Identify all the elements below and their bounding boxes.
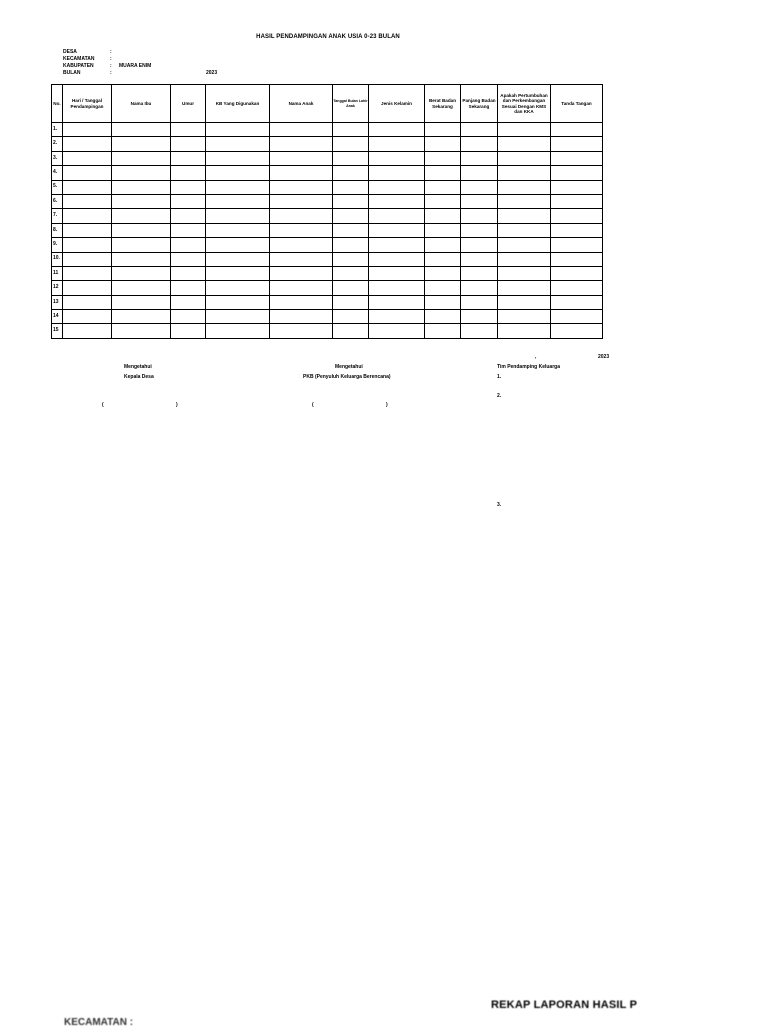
header-no: No. xyxy=(52,85,63,123)
cell-umur xyxy=(171,223,206,237)
row-number: 10. xyxy=(52,252,63,266)
cell-umur xyxy=(171,180,206,194)
cell-umur xyxy=(171,151,206,165)
cell-nama-ibu xyxy=(112,180,171,194)
cell-nama-ibu xyxy=(112,166,171,180)
table-row xyxy=(52,194,603,208)
cell-tanda-tangan xyxy=(551,238,603,252)
cell-nama-anak xyxy=(270,194,333,208)
row-number: 9. xyxy=(52,238,63,252)
table-row xyxy=(52,209,603,223)
cell-nama-ibu xyxy=(112,137,171,151)
cell-kb xyxy=(206,223,270,237)
cell-tanda-tangan xyxy=(551,223,603,237)
tim-pendamping-title: Tim Pendamping Keluarga xyxy=(497,364,560,370)
cell-nama-ibu xyxy=(112,151,171,165)
kecamatan-label: KECAMATAN xyxy=(63,56,95,62)
cell-berat-badan xyxy=(425,123,461,137)
cell-berat-badan xyxy=(425,209,461,223)
cell-berat-badan xyxy=(425,266,461,280)
header-berat-badan: Berat Badan Sekarang xyxy=(425,85,461,123)
cell-tanda-tangan xyxy=(551,324,603,338)
header-panjang-badan: Panjang Badan Sekarang xyxy=(461,85,498,123)
desa-colon: : xyxy=(110,49,112,55)
cell-tanda-tangan xyxy=(551,151,603,165)
date-year: 2023 xyxy=(598,354,610,360)
cell-umur xyxy=(171,137,206,151)
tim-item-2: 2. xyxy=(497,393,502,399)
row-number: 2. xyxy=(52,137,63,151)
cell-panjang-badan xyxy=(461,209,498,223)
cell-jenis-kelamin xyxy=(369,238,425,252)
cell-nama-ibu xyxy=(112,324,171,338)
pendampingan-table xyxy=(51,84,603,339)
cell-nama-anak xyxy=(270,324,333,338)
cell-kb xyxy=(206,324,270,338)
cell-panjang-badan xyxy=(461,310,498,324)
table-row xyxy=(52,310,603,324)
cell-tanggal-lahir xyxy=(333,310,369,324)
table-row xyxy=(52,252,603,266)
cell-kb xyxy=(206,310,270,324)
cell-nama-ibu xyxy=(112,238,171,252)
kabupaten-label: KABUPATEN xyxy=(63,63,94,69)
header-umur: Umur xyxy=(171,85,206,123)
left-role: Kepala Desa xyxy=(124,374,154,380)
cell-nama-anak xyxy=(270,281,333,295)
cell-nama-ibu xyxy=(112,281,171,295)
cell-pertumbuhan xyxy=(498,295,551,309)
cell-hari-tanggal xyxy=(63,223,112,237)
left-paren-open: ( xyxy=(102,402,104,408)
row-number: 15 xyxy=(52,324,63,338)
header-kb: KB Yang Digunakan xyxy=(206,85,270,123)
row-number: 1. xyxy=(52,123,63,137)
cell-kb xyxy=(206,151,270,165)
cell-pertumbuhan xyxy=(498,209,551,223)
header-tanda-tangan: Tanda Tangan xyxy=(551,85,603,123)
cell-umur xyxy=(171,238,206,252)
cell-hari-tanggal xyxy=(63,310,112,324)
row-number: 7. xyxy=(52,209,63,223)
cell-nama-anak xyxy=(270,295,333,309)
mid-paren-close: ) xyxy=(386,402,388,408)
cell-hari-tanggal xyxy=(63,151,112,165)
cell-jenis-kelamin xyxy=(369,252,425,266)
table-row xyxy=(52,238,603,252)
cell-nama-ibu xyxy=(112,194,171,208)
cell-hari-tanggal xyxy=(63,295,112,309)
cell-panjang-badan xyxy=(461,295,498,309)
bulan-label: BULAN xyxy=(63,70,81,76)
cell-kb xyxy=(206,238,270,252)
table-row xyxy=(52,151,603,165)
row-number: 3. xyxy=(52,151,63,165)
cell-berat-badan xyxy=(425,281,461,295)
cell-kb xyxy=(206,123,270,137)
row-number: 14 xyxy=(52,310,63,324)
cell-hari-tanggal xyxy=(63,137,112,151)
cell-berat-badan xyxy=(425,310,461,324)
cell-tanda-tangan xyxy=(551,281,603,295)
cell-umur xyxy=(171,252,206,266)
cell-berat-badan xyxy=(425,324,461,338)
cell-panjang-badan xyxy=(461,281,498,295)
cell-tanda-tangan xyxy=(551,166,603,180)
document-title: HASIL PENDAMPINGAN ANAK USIA 0-23 BULAN xyxy=(256,34,400,40)
cell-nama-anak xyxy=(270,137,333,151)
cell-jenis-kelamin xyxy=(369,123,425,137)
table-row xyxy=(52,166,603,180)
cell-hari-tanggal xyxy=(63,281,112,295)
cell-panjang-badan xyxy=(461,123,498,137)
table-row xyxy=(52,223,603,237)
cell-tanggal-lahir xyxy=(333,238,369,252)
cell-nama-ibu xyxy=(112,252,171,266)
cell-panjang-badan xyxy=(461,194,498,208)
cell-pertumbuhan xyxy=(498,238,551,252)
cell-kb xyxy=(206,209,270,223)
date-comma: , xyxy=(535,354,537,360)
cell-tanggal-lahir xyxy=(333,281,369,295)
cell-tanggal-lahir xyxy=(333,166,369,180)
header-hari-tanggal: Hari / Tanggal Pendampingan xyxy=(63,85,112,123)
cell-tanda-tangan xyxy=(551,310,603,324)
cell-umur xyxy=(171,324,206,338)
cell-kb xyxy=(206,281,270,295)
cell-tanggal-lahir xyxy=(333,180,369,194)
cell-jenis-kelamin xyxy=(369,209,425,223)
row-number: 6. xyxy=(52,194,63,208)
cell-berat-badan xyxy=(425,166,461,180)
cell-kb xyxy=(206,137,270,151)
cell-umur xyxy=(171,166,206,180)
kecamatan-colon: : xyxy=(110,56,112,62)
cell-nama-anak xyxy=(270,223,333,237)
tim-item-3: 3. xyxy=(497,502,502,508)
cell-nama-ibu xyxy=(112,266,171,280)
kabupaten-colon: : xyxy=(110,63,112,69)
cell-jenis-kelamin xyxy=(369,137,425,151)
cell-hari-tanggal xyxy=(63,209,112,223)
cell-tanda-tangan xyxy=(551,266,603,280)
cell-berat-badan xyxy=(425,180,461,194)
cell-umur xyxy=(171,194,206,208)
cell-berat-badan xyxy=(425,238,461,252)
cell-panjang-badan xyxy=(461,266,498,280)
cell-kb xyxy=(206,295,270,309)
cell-kb xyxy=(206,194,270,208)
cell-panjang-badan xyxy=(461,166,498,180)
mid-mengetahui: Mengetahui xyxy=(335,364,363,370)
row-number: 12 xyxy=(52,281,63,295)
cell-berat-badan xyxy=(425,252,461,266)
cell-panjang-badan xyxy=(461,223,498,237)
cell-panjang-badan xyxy=(461,151,498,165)
cell-pertumbuhan xyxy=(498,223,551,237)
cell-jenis-kelamin xyxy=(369,166,425,180)
cell-tanggal-lahir xyxy=(333,151,369,165)
left-paren-close: ) xyxy=(176,402,178,408)
table-row xyxy=(52,281,603,295)
cell-tanda-tangan xyxy=(551,252,603,266)
tim-item-1: 1. xyxy=(497,374,502,380)
cell-hari-tanggal xyxy=(63,324,112,338)
cell-pertumbuhan xyxy=(498,266,551,280)
cell-tanda-tangan xyxy=(551,194,603,208)
table-row xyxy=(52,295,603,309)
cell-nama-anak xyxy=(270,166,333,180)
cell-jenis-kelamin xyxy=(369,180,425,194)
cell-panjang-badan xyxy=(461,180,498,194)
cell-pertumbuhan xyxy=(498,137,551,151)
cell-tanda-tangan xyxy=(551,295,603,309)
cell-pertumbuhan xyxy=(498,310,551,324)
table-row xyxy=(52,137,603,151)
left-mengetahui: Mengetahui xyxy=(124,364,152,370)
cell-berat-badan xyxy=(425,137,461,151)
table-row xyxy=(52,266,603,280)
cell-panjang-badan xyxy=(461,252,498,266)
cell-berat-badan xyxy=(425,194,461,208)
header-jenis-kelamin: Jenis Kelamin xyxy=(369,85,425,123)
desa-label: DESA xyxy=(63,49,77,55)
cell-hari-tanggal xyxy=(63,180,112,194)
cell-nama-ibu xyxy=(112,123,171,137)
cell-panjang-badan xyxy=(461,137,498,151)
header-pertumbuhan: Apakah Pertumbuhan dan Perkembangan Sesuai Dengan KMS dan KKA xyxy=(498,85,551,123)
header-nama-ibu: Nama Ibu xyxy=(112,85,171,123)
cell-hari-tanggal xyxy=(63,194,112,208)
cell-umur xyxy=(171,266,206,280)
cell-nama-anak xyxy=(270,151,333,165)
cell-tanggal-lahir xyxy=(333,194,369,208)
cell-jenis-kelamin xyxy=(369,324,425,338)
cell-tanggal-lahir xyxy=(333,209,369,223)
cell-pertumbuhan xyxy=(498,166,551,180)
row-number: 8. xyxy=(52,223,63,237)
cell-tanggal-lahir xyxy=(333,295,369,309)
cell-nama-anak xyxy=(270,180,333,194)
cell-umur xyxy=(171,209,206,223)
bulan-year: 2023 xyxy=(206,70,218,76)
row-number: 13 xyxy=(52,295,63,309)
cell-pertumbuhan xyxy=(498,252,551,266)
cell-hari-tanggal xyxy=(63,238,112,252)
table-row xyxy=(52,180,603,194)
table-row xyxy=(52,123,603,137)
row-number: 4. xyxy=(52,166,63,180)
cell-nama-ibu xyxy=(112,295,171,309)
cell-hari-tanggal xyxy=(63,252,112,266)
cell-jenis-kelamin xyxy=(369,310,425,324)
cell-tanggal-lahir xyxy=(333,324,369,338)
cell-kb xyxy=(206,180,270,194)
cell-umur xyxy=(171,310,206,324)
mid-role: PKB (Penyuluh Keluarga Berencana) xyxy=(303,374,391,380)
cell-tanggal-lahir xyxy=(333,223,369,237)
cell-jenis-kelamin xyxy=(369,194,425,208)
table-row xyxy=(52,324,603,338)
cell-tanggal-lahir xyxy=(333,123,369,137)
cell-nama-ibu xyxy=(112,310,171,324)
cell-kb xyxy=(206,266,270,280)
cell-jenis-kelamin xyxy=(369,223,425,237)
cell-hari-tanggal xyxy=(63,266,112,280)
cell-tanda-tangan xyxy=(551,137,603,151)
cell-jenis-kelamin xyxy=(369,266,425,280)
cell-nama-anak xyxy=(270,209,333,223)
cell-nama-anak xyxy=(270,238,333,252)
cell-panjang-badan xyxy=(461,238,498,252)
cell-pertumbuhan xyxy=(498,180,551,194)
cell-nama-anak xyxy=(270,266,333,280)
cell-tanda-tangan xyxy=(551,209,603,223)
cell-berat-badan xyxy=(425,223,461,237)
cell-tanggal-lahir xyxy=(333,137,369,151)
cell-nama-anak xyxy=(270,310,333,324)
cell-nama-anak xyxy=(270,252,333,266)
cell-hari-tanggal xyxy=(63,123,112,137)
cell-jenis-kelamin xyxy=(369,295,425,309)
header-tanggal-lahir: Tanggal Bulan Lahir Anak xyxy=(333,85,369,123)
cell-pertumbuhan xyxy=(498,151,551,165)
table-body xyxy=(52,123,603,339)
cell-panjang-badan xyxy=(461,324,498,338)
table-header-row xyxy=(52,85,603,123)
mid-paren-open: ( xyxy=(312,402,314,408)
row-number: 5. xyxy=(52,180,63,194)
cell-berat-badan xyxy=(425,295,461,309)
cell-pertumbuhan xyxy=(498,123,551,137)
cell-tanda-tangan xyxy=(551,180,603,194)
cell-pertumbuhan xyxy=(498,281,551,295)
cell-nama-ibu xyxy=(112,223,171,237)
cell-kb xyxy=(206,166,270,180)
cell-umur xyxy=(171,281,206,295)
cell-pertumbuhan xyxy=(498,324,551,338)
cell-jenis-kelamin xyxy=(369,151,425,165)
next-page-title: REKAP LAPORAN HASIL P xyxy=(491,999,638,1011)
cell-tanda-tangan xyxy=(551,123,603,137)
cell-kb xyxy=(206,252,270,266)
cell-umur xyxy=(171,123,206,137)
cell-nama-ibu xyxy=(112,209,171,223)
cell-hari-tanggal xyxy=(63,166,112,180)
cell-umur xyxy=(171,295,206,309)
cell-tanggal-lahir xyxy=(333,266,369,280)
cell-jenis-kelamin xyxy=(369,281,425,295)
cell-pertumbuhan xyxy=(498,194,551,208)
row-number: 11 xyxy=(52,266,63,280)
bulan-colon: : xyxy=(110,70,112,76)
cell-tanggal-lahir xyxy=(333,252,369,266)
header-nama-anak: Nama Anak xyxy=(270,85,333,123)
cell-nama-anak xyxy=(270,123,333,137)
next-page-kecamatan: KECAMATAN : xyxy=(64,1017,134,1028)
cell-berat-badan xyxy=(425,151,461,165)
kabupaten-value: MUARA ENIM xyxy=(119,63,152,69)
